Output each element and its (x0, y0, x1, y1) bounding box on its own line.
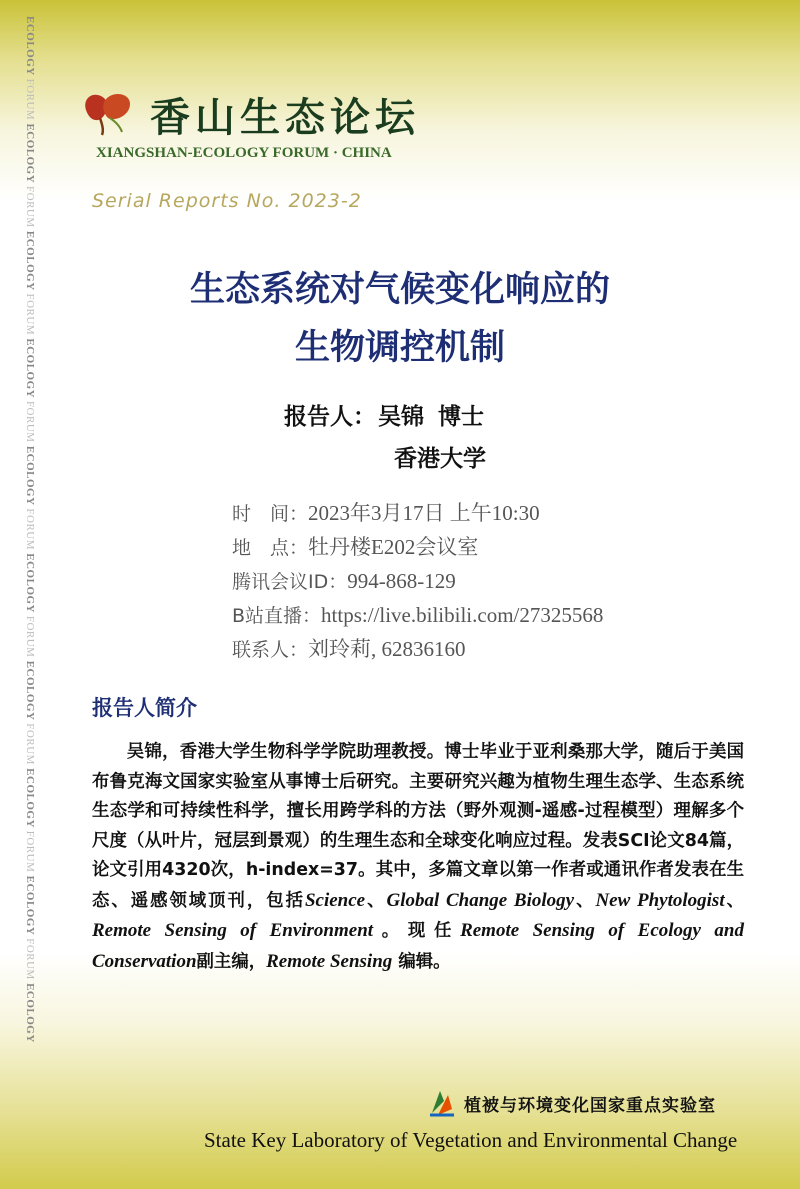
leaf-logo-icon (80, 88, 136, 136)
lab-name-zh: 植被与环境变化国家重点实验室 (464, 1096, 716, 1116)
speaker-name: 吴锦 (378, 404, 424, 430)
side-word: ECOLOGY (24, 123, 36, 187)
speaker-label: 报告人： (284, 404, 376, 430)
side-word: FORUM (24, 186, 36, 231)
serial-number: Serial Reports No. 2023-2 (92, 190, 362, 212)
bio-heading: 报告人简介 (92, 696, 197, 720)
side-watermark (10, 16, 50, 1176)
side-word: ECOLOGY (24, 660, 36, 724)
speaker-title: 博士 (438, 404, 484, 430)
bio-text: 吴锦，香港大学生物科学学院助理教授。博士毕业于亚利桑那大学，随后于美国布鲁克海文国家实验室从事博士后研究。主要研究兴趣为植物生理生态学、生态系统生态学和可持续性科学，擅长用跨学科的方法（野外观测-遥感-过程模型）理解多个尺度（从叶片，冠层到景观）的生理生态和全球变化响应过程。发表SCI论文84篇，论文引用4320次，h-index=37。其中，多篇文章以第一作者或通讯作者发表在生态、遥感领域顶刊，包括Science、Global Change Biology、New Phytologist、Remote Sensing of Environment。现任Remote Sensing of Ecology and Conservation副主编，Remote Sensing 编辑。 (92, 742, 744, 972)
side-word: ECOLOGY (24, 230, 36, 294)
side-word: FORUM (24, 938, 36, 984)
side-word: ECOLOGY (24, 553, 36, 616)
side-word: FORUM (24, 78, 36, 124)
info-meeting-id: 腾讯会议ID：994-868-129 (232, 569, 456, 593)
side-word: ECOLOGY (24, 983, 36, 1043)
event-info (232, 496, 603, 666)
side-word: FORUM (24, 400, 36, 446)
info-contact: 联系人：刘玲莉, 62836160 (232, 637, 466, 661)
side-word: ECOLOGY (24, 875, 36, 939)
side-word: ECOLOGY (24, 16, 36, 79)
info-livestream: B站直播：https://live.bilibili.com/27325568 (232, 603, 604, 627)
side-word: FORUM (24, 615, 36, 661)
logo-title: 香山生态论坛 (150, 94, 420, 141)
side-word: FORUM (24, 723, 36, 769)
lab-name-en: State Key Laboratory of Vegetation and Environmental Change (204, 1128, 738, 1152)
side-word: FORUM (24, 508, 36, 554)
report-title-line2: 生物调控机制 (294, 328, 505, 368)
side-word: ECOLOGY (24, 768, 36, 831)
side-word: ECOLOGY (24, 445, 36, 509)
speaker-line (284, 398, 484, 431)
side-word: FORUM (24, 293, 36, 339)
lab-logo-icon (428, 1087, 456, 1117)
speaker-affiliation: 香港大学 (394, 446, 486, 472)
info-location: 地 点：牡丹楼E202会议室 (232, 535, 479, 559)
side-word: FORUM (24, 830, 36, 876)
info-time: 时 间：2023年3月17日 上午10:30 (232, 501, 540, 525)
livestream-link[interactable]: https://live.bilibili.com/27325568 (321, 603, 604, 627)
side-word: ECOLOGY (24, 338, 36, 401)
report-title-line1: 生态系统对气候变化响应的 (189, 270, 610, 310)
logo-subtitle: XIANGSHAN-ECOLOGY FORUM · CHINA (96, 145, 392, 161)
